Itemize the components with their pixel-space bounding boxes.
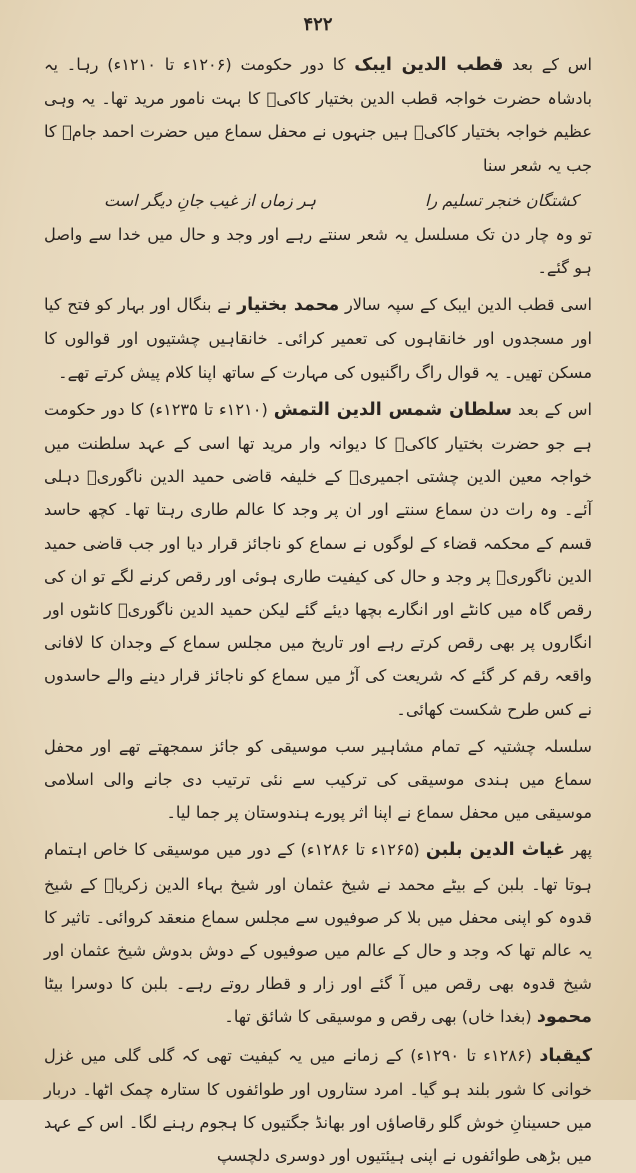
emphasized-name: قطب الدین ایبک xyxy=(354,55,504,75)
paragraph xyxy=(44,833,592,1034)
text-run: نے بنگال اور بہار کو فتح کیا اور مسجدوں اور خانقاہوں کی تعمیر کرائی۔ خانقاہیں چشتیوں اور قوالوں کا مسکن تھیں۔ یہ قوال راگ راگنیوں کی مہارت کے ساتھ اپنا کلام پیش کرتے تھے۔ xyxy=(44,295,592,382)
emphasized-name: محمد بختیار xyxy=(237,295,340,316)
page-number: ۴۲۲ xyxy=(303,14,333,35)
text-run: کا دور حکومت (۱۲۰۶ء تا ۱۲۱۰ء) رہا۔ یہ بادشاہ حضرت خواجہ قطب الدین بختیار کاکیؒ کا بہت نامور مرید تھا۔ یہ وہی عظیم خواجہ بختیار کاکیؒ ہیں جنہوں نے محفل سماع میں حضرت احمد جامؒ کا جب یہ شعر سنا xyxy=(44,55,592,175)
emphasized-name: غیاث الدین بلبن xyxy=(425,840,565,861)
text-run: (۱۲۱۰ء تا ۱۲۳۵ء) کا دور حکومت ہے جو حضرت بختیار کاکیؒ کا دیوانہ وار مرید تھا اسی کے عہد سلطنت میں خواجہ معین الدین چشتی اجمیریؒ کے خلیفہ قاضی حمید الدین ناگوریؒ دہلی آئے۔ وہ رات دن سماع سنتے اور ان پر وجد کا عالم طاری رہتا تھا۔ کچھ حاسد قسم کے محکمہ قضاء کے لوگوں نے سماع کو ناجائز قرار دیا اور جب قاضی حمید الدین ناگوریؒ پر وجد و حال کی کیفیت طاری ہوئی اور رقص کرنے لگے تو ان کی رقص گاہ میں کانٹے اور انگارے بچھا دیئے گئے لیکن حمید الدین ناگوریؒ کانٹوں اور انگاروں پر بھی رقص کرتے رہے اور تاریخ میں مجلس سماع کے وجدان کا لافانی واقعہ رقم کر گئے کہ شریعت کی آڑ میں سماع کو ناجائز قرار دینے والے حاسدوں نے کس طرح شکست کھائی۔ xyxy=(44,399,592,719)
paragraph xyxy=(44,48,592,182)
emphasized-name: کیقباد xyxy=(539,1045,593,1066)
text-run: (۱۲۶۵ء تا ۱۲۸۶ء) کے دور میں موسیقی کا خاص اہتمام ہوتا تھا۔ بلبن کے بیٹے محمد نے شیخ عثمان اور شیخ بہاء الدین زکریاؒ کے شیخ قدوہ کو اپنی محفل میں بلا کر صوفیوں سے مجلس سماع منعقد کروائی۔ تاثیر کا یہ عالم تھا کہ وجد و حال کے عالم میں صوفیوں کے دوش بدوش شیخ عثمان اور شیخ قدوہ بھی رقص میں آ گئے اور زار و قطار روتے رہے۔ بلبن کا دوسرا بیٹا xyxy=(44,840,592,994)
text-run: (۱۲۸۶ء تا ۱۲۹۰ء) کے زمانے میں یہ کیفیت تھی کہ گلی گلی میں غزل خوانی کا شور بلند ہو گیا۔ امرد ستاروں اور طوائفوں کا ستارہ چمک اٹھا۔ دربار میں حسینانِ خوش گلو رقاصاؤں اور بھانڈ جگتیوں کا ہجوم رہنے لگا۔ اس کے عہد میں بڑھی طوائفوں نے اپنی ہیئتیوں اور دوسری دلچسپ xyxy=(44,1045,592,1166)
text-run: اس کے بعد xyxy=(503,55,592,74)
verse-second-hemistich: ہر زماں از غیب جانِ دیگر است xyxy=(104,190,317,210)
paragraph xyxy=(44,1039,592,1173)
emphasized-name: سلطان شمس الدین التمش xyxy=(273,399,513,420)
verse-first-hemistich: کشتگان خنجر تسلیم را xyxy=(425,190,578,210)
document-body xyxy=(44,48,592,1173)
text-run: تو وہ چار دن تک مسلسل یہ شعر سنتے رہے اور وجد و حال میں خدا سے واصل ہو گئے۔ xyxy=(44,224,592,278)
verse-couplet xyxy=(44,186,592,216)
text-run: اس کے بعد xyxy=(512,399,593,419)
paragraph xyxy=(44,218,592,284)
paragraph xyxy=(44,288,592,389)
text-run: پھر xyxy=(564,840,593,860)
text-run: اسی قطب الدین ایبک کے سپہ سالار xyxy=(339,295,592,315)
emphasized-name: محمود xyxy=(536,1007,592,1028)
paragraph xyxy=(44,730,592,830)
paragraph xyxy=(44,393,592,726)
text-run: سلسلہ چشتیہ کے تمام مشاہیر سب موسیقی کو جائز سمجھتے تھے اور محفل سماع میں ہندی موسیقی کی ترکیب سے نئی ترتیب دی جانے والی اسلامی موسیقی میں محفل سماع نے اپنا اثر پورے ہندوستان پر جما لیا۔ xyxy=(44,736,592,823)
text-run: (بغدا خاں) بھی رقص و موسیقی کا شائق تھا۔ xyxy=(224,1007,537,1027)
